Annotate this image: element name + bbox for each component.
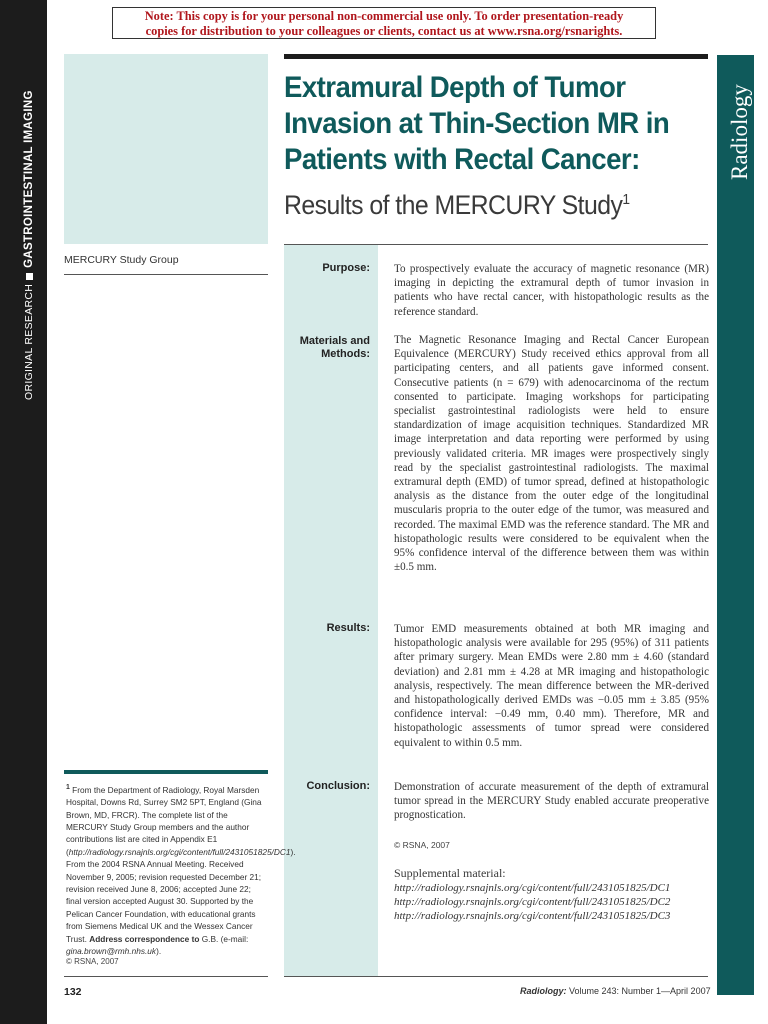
left-header-panel (64, 54, 268, 244)
journal-brand: Radiology (727, 84, 752, 180)
supplemental-link-2[interactable]: http://radiology.rsnajnls.org/cgi/content/full/2431051825/DC2 (394, 896, 671, 908)
methods-label: Materials and Methods: (299, 335, 370, 360)
journal-citation: Radiology: Volume 243: Number 1—April 2007 (520, 986, 711, 996)
email-link[interactable]: gina.brown@rmh.nhs.uk (66, 946, 157, 957)
results-label: Results: (326, 622, 370, 634)
article-title (284, 70, 680, 223)
supplemental-link-1[interactable]: http://radiology.rsnajnls.org/cgi/content/full/2431051825/DC1 (394, 882, 671, 894)
conclusion-label: Conclusion: (306, 780, 370, 792)
conclusion-text: Demonstration of accurate measurement of the depth of extramural tumor spread in the MERCURY Study enabled accurate preoperative prognostication. (394, 781, 709, 822)
section-label (23, 90, 35, 400)
footnote-marker: 1 (66, 784, 70, 791)
section-type: ORIGINAL RESEARCH (23, 283, 35, 400)
square-bullet-icon (26, 273, 33, 280)
supplemental-label: Supplemental material: (394, 866, 506, 880)
title-main: Extramural Depth of Tumor Invasion at Thin-Section MR in Patients with Rectal Cancer: (284, 71, 670, 176)
appendix-link[interactable]: http://radiology.rsnajnls.org/cgi/content/full/2431051825/DC1 (68, 846, 291, 857)
note-line-1: Note: This copy is for your personal non-commercial use only. To order presentation-ready (144, 9, 624, 23)
copyright-note (112, 7, 656, 39)
author-group: MERCURY Study Group (64, 254, 179, 266)
section-category: GASTROINTESTINAL IMAGING (23, 90, 35, 268)
purpose-label: Purpose: (322, 262, 370, 274)
title-subtitle: Results of the MERCURY Study$^1$ (284, 190, 630, 220)
supplemental-link-3[interactable]: http://radiology.rsnajnls.org/cgi/content/full/2431051825/DC3 (394, 910, 671, 922)
purpose-text: To prospectively evaluate the accuracy of magnetic resonance (MR) imaging in depicting the extramural depth of tumor invasion in patients who have rectal cancer, with histopathologic results as the reference standard. (394, 263, 709, 318)
abstract-copyright: © RSNA, 2007 (394, 840, 450, 850)
results-text: Tumor EMD measurements obtained at both MR imaging and histopathologic analysis were available for 295 (95%) of 311 patients after primary surgery. Mean EMDs were 2.80 mm ± 4.60 (standard deviation) and 2.81 mm ± 4.28 at MR imaging and histopathologic analysis, respectively. The mean difference between the MR-derived and histopathologically derived EMDs was −0.05 mm ± 3.85 (95% confidence interval: −0.49 mm, 0.40 mm). Therefore, MR and histopathologic assessments of tumor spread were considered equivalent to within 0.5 mm. (394, 623, 709, 749)
footnote-copyright: © RSNA, 2007 (66, 957, 119, 966)
methods-text: The Magnetic Resonance Imaging and Rectal Cancer European Equivalence (MERCURY) Study received ethics approval from all participating centers, and all patients gave informed consent. Consecutive patients (n = 679) with adenocarcinoma of the rectum consented to participate. Imaging workshops for participating specialist gastrointestinal radiologists were held to ensure standardization of image acquisition techniques. Standardized MR image interpretation and data reporting were performed by using previously validated criteria. MR images were prospectively singly read by the specialist gastrointestinal radiologists. The maximal extramural depth (EMD) of tumor spread, defined at histopathologic analysis as the distance from the outer edge of the longitudinal muscularis propria to the outer edge of the tumor, was measured and recorded. The maximal EMD was the reference standard. The MR and histopathologic results were considered to be equivalent when the 95% confidence interval of the difference between them was within ±0.5 mm. (394, 334, 709, 574)
author-separator (64, 274, 268, 275)
bottom-rule (284, 976, 708, 977)
address-label: Address correspondence to (89, 933, 200, 944)
title-top-rule (284, 54, 708, 59)
journal-brand-bar (717, 55, 754, 995)
affiliation-footnote: $^1$ From the Department of Radiology, Royal Marsden Hospital, Downs Rd, Surrey SM2 5PT, England (Gina Brown, MD, FRCR). The complete list of the MERCURY Study Group members and the author contributions list are cited in Appendix E1 (http://radiology.rsnajnls.org/cgi/content/full/2431051825/DC1). From the 2004 RSNA Annual Meeting. Received November 9, 2005; revision requested December 21; revision received June 8, 2006; accepted June 22; final version accepted August 30. Supported by the Pelican Cancer Foundation, with educational grants from Siemens Medical UK and the Wessex Cancer Trust. Address correspondence to G.B. (e-mail: gina.brown@rmh.nhs.uk). (66, 784, 296, 957)
title-footnote-marker: 1 (622, 191, 630, 208)
footnote-rule (64, 770, 268, 774)
left-bottom-rule (64, 976, 268, 977)
page-number: 132 (64, 986, 82, 998)
note-line-2: copies for distribution to your colleagues or clients, contact us at www.rsna.org/rsnarights. (145, 24, 623, 38)
